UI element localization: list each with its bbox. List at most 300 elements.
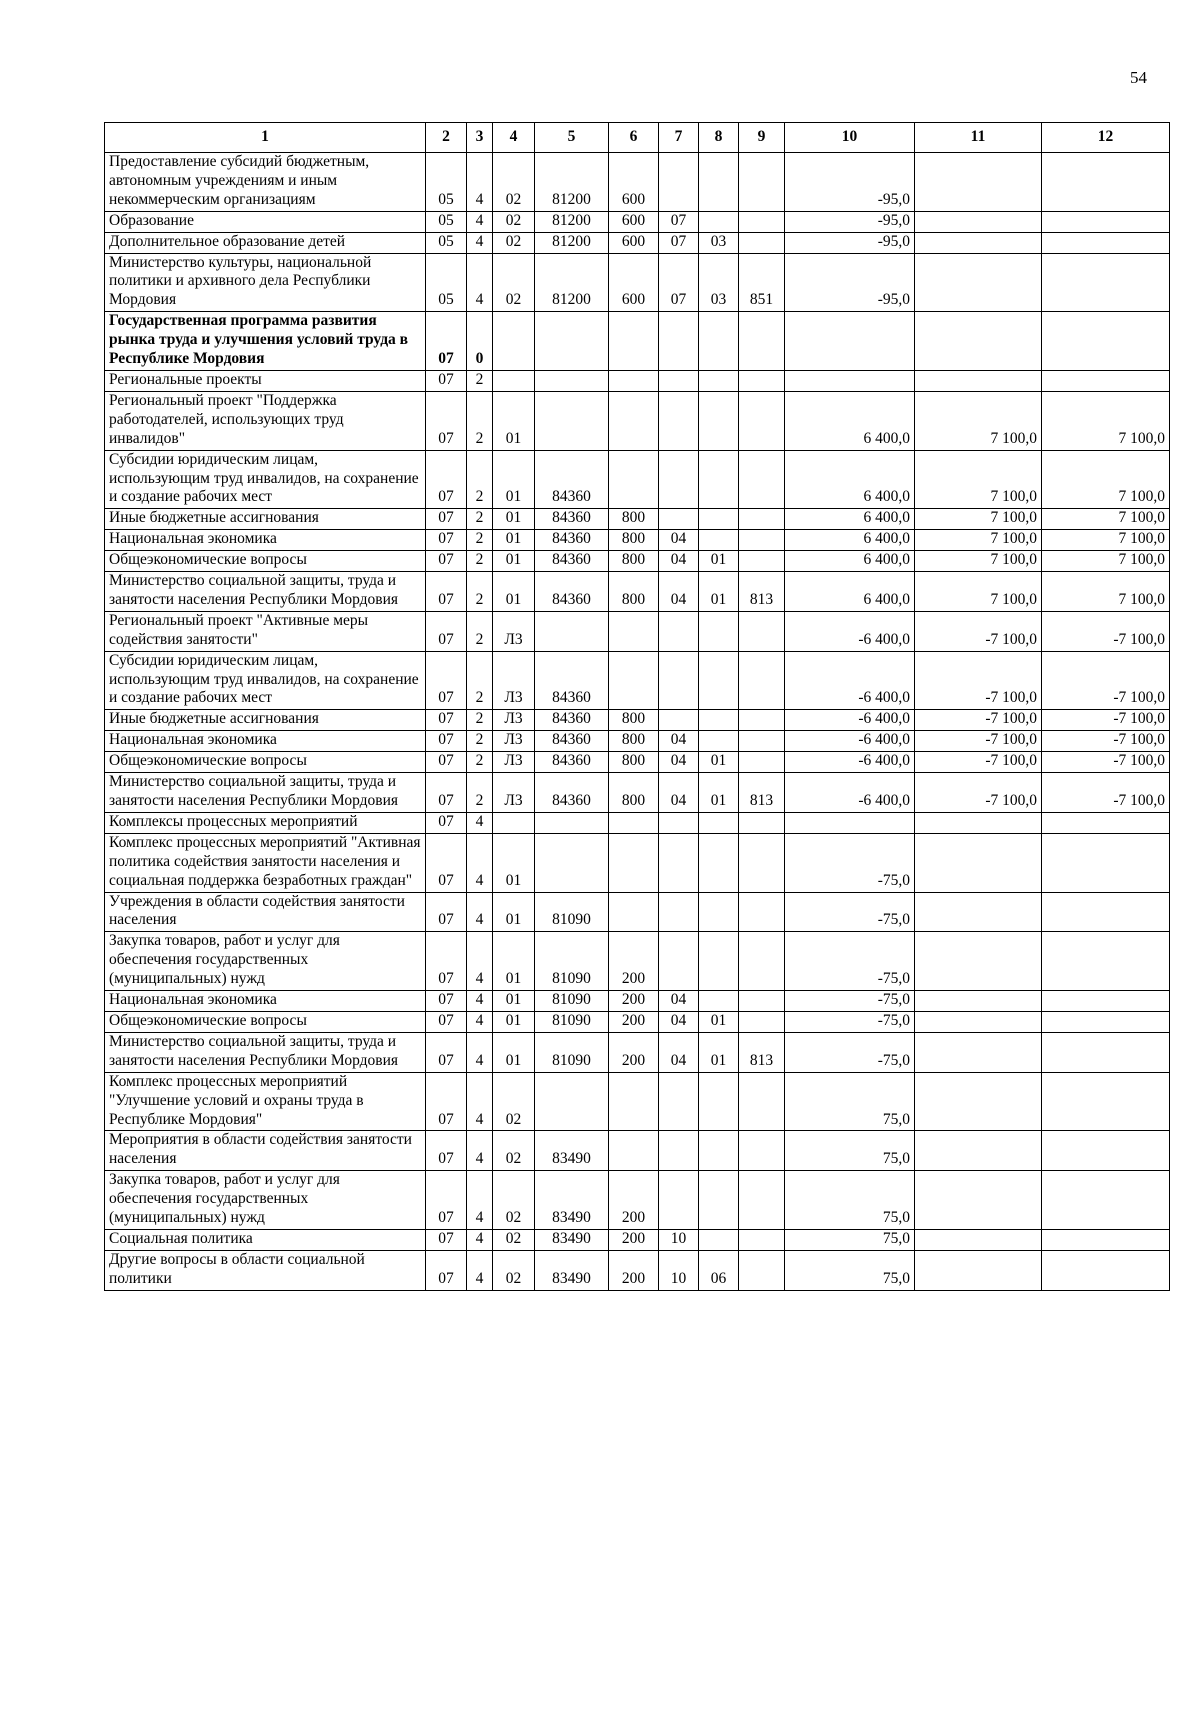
row-name: Региональный проект "Поддержка работодателей, использующих труд инвалидов" [105, 391, 426, 450]
amount-col-11 [915, 1250, 1042, 1290]
amount-col-10: -95,0 [785, 253, 915, 312]
expense-type-code: 800 [609, 509, 659, 530]
subsection-code: 4 [467, 1072, 493, 1131]
division-code [659, 611, 699, 651]
ministry-code: 813 [739, 773, 785, 813]
header-row [105, 123, 1170, 153]
direction-code [535, 370, 609, 391]
program-code: Л3 [493, 710, 535, 731]
section-code: 07 [426, 932, 467, 991]
subsection-code: 2 [467, 710, 493, 731]
amount-col-10: -95,0 [785, 153, 915, 212]
header-cell: 12 [1042, 123, 1170, 153]
subsection-code: 4 [467, 812, 493, 833]
subsection-code: 4 [467, 833, 493, 892]
header-cell: 7 [659, 123, 699, 153]
table-row [105, 1250, 1170, 1290]
section-code: 05 [426, 253, 467, 312]
division-code: 04 [659, 752, 699, 773]
expense-type-code: 200 [609, 991, 659, 1012]
program-code: Л3 [493, 752, 535, 773]
section-code: 07 [426, 509, 467, 530]
row-name: Региональный проект "Активные меры содействия занятости" [105, 611, 426, 651]
amount-col-12 [1042, 1032, 1170, 1072]
table-row [105, 572, 1170, 612]
ministry-code [739, 551, 785, 572]
section-code: 07 [426, 611, 467, 651]
amount-col-11 [915, 1171, 1042, 1230]
table-row [105, 892, 1170, 932]
program-code [493, 312, 535, 371]
program-code: 01 [493, 530, 535, 551]
division-code: 04 [659, 1032, 699, 1072]
section-code: 07 [426, 752, 467, 773]
amount-col-10: 75,0 [785, 1229, 915, 1250]
subsection-code: 4 [467, 1229, 493, 1250]
amount-col-10: 6 400,0 [785, 509, 915, 530]
table-row [105, 1171, 1170, 1230]
ministry-code [739, 211, 785, 232]
direction-code [535, 312, 609, 371]
program-code: Л3 [493, 651, 535, 710]
direction-code [535, 1072, 609, 1131]
direction-code: 84360 [535, 450, 609, 509]
expense-type-code: 800 [609, 530, 659, 551]
division-code [659, 812, 699, 833]
table-row [105, 1072, 1170, 1131]
amount-col-12: -7 100,0 [1042, 651, 1170, 710]
ministry-code [739, 509, 785, 530]
subdivision-code: 01 [699, 572, 739, 612]
table-body [105, 153, 1170, 1291]
subsection-code: 2 [467, 551, 493, 572]
subdivision-code: 01 [699, 551, 739, 572]
expense-type-code: 200 [609, 1011, 659, 1032]
division-code [659, 710, 699, 731]
subdivision-code [699, 509, 739, 530]
subdivision-code [699, 611, 739, 651]
expense-type-code: 800 [609, 551, 659, 572]
row-name: Министерство социальной защиты, труда и занятости населения Республики Мордовия [105, 1032, 426, 1072]
division-code: 04 [659, 773, 699, 813]
row-name: Субсидии юридическим лицам, использующим труд инвалидов, на сохранение и создание рабочих мест [105, 450, 426, 509]
amount-col-11 [915, 1131, 1042, 1171]
subdivision-code [699, 1131, 739, 1171]
amount-col-12 [1042, 1011, 1170, 1032]
subdivision-code [699, 530, 739, 551]
header-cell: 11 [915, 123, 1042, 153]
direction-code: 84360 [535, 752, 609, 773]
division-code [659, 1171, 699, 1230]
ministry-code [739, 651, 785, 710]
program-code: 02 [493, 1131, 535, 1171]
table-row [105, 312, 1170, 371]
subdivision-code [699, 1072, 739, 1131]
direction-code: 84360 [535, 773, 609, 813]
division-code: 10 [659, 1250, 699, 1290]
program-code: 01 [493, 450, 535, 509]
table-row [105, 991, 1170, 1012]
table-row [105, 710, 1170, 731]
section-code: 07 [426, 1011, 467, 1032]
program-code: Л3 [493, 731, 535, 752]
direction-code: 81200 [535, 211, 609, 232]
amount-col-10: 75,0 [785, 1131, 915, 1171]
expense-type-code [609, 812, 659, 833]
division-code [659, 892, 699, 932]
amount-col-10: -75,0 [785, 991, 915, 1012]
amount-col-11 [915, 370, 1042, 391]
row-name: Министерство культуры, национальной политики и архивного дела Республики Мордовия [105, 253, 426, 312]
subsection-code: 2 [467, 530, 493, 551]
division-code [659, 370, 699, 391]
expense-type-code: 800 [609, 773, 659, 813]
program-code: 01 [493, 991, 535, 1012]
ministry-code [739, 611, 785, 651]
section-code: 05 [426, 232, 467, 253]
section-code: 07 [426, 731, 467, 752]
ministry-code [739, 530, 785, 551]
table-row [105, 611, 1170, 651]
amount-col-12: -7 100,0 [1042, 752, 1170, 773]
amount-col-10: -75,0 [785, 892, 915, 932]
row-name: Комплекс процессных мероприятий "Активная политика содействия занятости населения и социальная поддержка безработных граждан" [105, 833, 426, 892]
ministry-code [739, 991, 785, 1012]
amount-col-11 [915, 211, 1042, 232]
subdivision-code [699, 812, 739, 833]
division-code: 04 [659, 991, 699, 1012]
table-row [105, 551, 1170, 572]
expense-type-code [609, 391, 659, 450]
amount-col-12: -7 100,0 [1042, 731, 1170, 752]
ministry-code [739, 833, 785, 892]
division-code [659, 312, 699, 371]
direction-code: 84360 [535, 710, 609, 731]
division-code: 04 [659, 572, 699, 612]
division-code: 04 [659, 1011, 699, 1032]
subsection-code: 2 [467, 731, 493, 752]
table-row [105, 450, 1170, 509]
expense-type-code: 600 [609, 232, 659, 253]
direction-code [535, 833, 609, 892]
row-name: Иные бюджетные ассигнования [105, 509, 426, 530]
subdivision-code [699, 932, 739, 991]
table-row [105, 932, 1170, 991]
subsection-code: 2 [467, 752, 493, 773]
section-code: 07 [426, 892, 467, 932]
program-code: 02 [493, 153, 535, 212]
expense-type-code: 200 [609, 1171, 659, 1230]
subdivision-code [699, 991, 739, 1012]
program-code: 02 [493, 1072, 535, 1131]
division-code [659, 509, 699, 530]
program-code: Л3 [493, 773, 535, 813]
row-name: Учреждения в области содействия занятости населения [105, 892, 426, 932]
subsection-code: 4 [467, 1250, 493, 1290]
division-code: 07 [659, 253, 699, 312]
section-code: 07 [426, 812, 467, 833]
amount-col-11: -7 100,0 [915, 611, 1042, 651]
amount-col-12 [1042, 1072, 1170, 1131]
amount-col-11 [915, 153, 1042, 212]
table-row [105, 1032, 1170, 1072]
ministry-code [739, 1171, 785, 1230]
amount-col-12 [1042, 991, 1170, 1012]
subsection-code: 4 [467, 232, 493, 253]
subdivision-code [699, 651, 739, 710]
subdivision-code [699, 211, 739, 232]
direction-code: 81090 [535, 932, 609, 991]
table-row [105, 530, 1170, 551]
ministry-code [739, 1131, 785, 1171]
program-code: 02 [493, 232, 535, 253]
section-code: 07 [426, 1229, 467, 1250]
program-code: 01 [493, 551, 535, 572]
expense-type-code [609, 312, 659, 371]
subsection-code: 2 [467, 572, 493, 612]
budget-table [104, 122, 1170, 1291]
subsection-code: 2 [467, 773, 493, 813]
section-code: 07 [426, 1032, 467, 1072]
program-code: 01 [493, 833, 535, 892]
program-code: 02 [493, 1250, 535, 1290]
program-code: 01 [493, 572, 535, 612]
section-code: 05 [426, 211, 467, 232]
expense-type-code: 200 [609, 1250, 659, 1290]
row-name: Министерство социальной защиты, труда и занятости населения Республики Мордовия [105, 572, 426, 612]
table-row [105, 391, 1170, 450]
table-row [105, 651, 1170, 710]
header-cell: 9 [739, 123, 785, 153]
header-cell: 10 [785, 123, 915, 153]
amount-col-11 [915, 991, 1042, 1012]
subdivision-code: 01 [699, 1032, 739, 1072]
subdivision-code [699, 1171, 739, 1230]
amount-col-11 [915, 812, 1042, 833]
section-code: 07 [426, 651, 467, 710]
subsection-code: 4 [467, 211, 493, 232]
amount-col-12: 7 100,0 [1042, 450, 1170, 509]
subsection-code: 4 [467, 1032, 493, 1072]
section-code: 05 [426, 153, 467, 212]
table-row [105, 1011, 1170, 1032]
ministry-code [739, 1229, 785, 1250]
program-code [493, 370, 535, 391]
program-code: 01 [493, 1011, 535, 1032]
subsection-code: 4 [467, 253, 493, 312]
expense-type-code [609, 1072, 659, 1131]
program-code: 01 [493, 932, 535, 991]
amount-col-10: -95,0 [785, 232, 915, 253]
direction-code: 84360 [535, 731, 609, 752]
amount-col-10: 6 400,0 [785, 450, 915, 509]
amount-col-11 [915, 1032, 1042, 1072]
subsection-code: 2 [467, 391, 493, 450]
amount-col-12: 7 100,0 [1042, 530, 1170, 551]
section-code: 07 [426, 773, 467, 813]
ministry-code [739, 932, 785, 991]
subsection-code: 4 [467, 1171, 493, 1230]
expense-type-code [609, 892, 659, 932]
subsection-code: 2 [467, 611, 493, 651]
amount-col-11 [915, 932, 1042, 991]
division-code [659, 391, 699, 450]
amount-col-12: -7 100,0 [1042, 773, 1170, 813]
amount-col-10: 6 400,0 [785, 572, 915, 612]
amount-col-11: -7 100,0 [915, 651, 1042, 710]
row-name: Закупка товаров, работ и услуг для обеспечения государственных (муниципальных) нужд [105, 932, 426, 991]
subdivision-code [699, 370, 739, 391]
expense-type-code: 200 [609, 1229, 659, 1250]
row-name: Комплекс процессных мероприятий "Улучшение условий и охраны труда в Республике Мордовия" [105, 1072, 426, 1131]
row-name: Социальная политика [105, 1229, 426, 1250]
amount-col-10 [785, 370, 915, 391]
row-name: Общеэкономические вопросы [105, 752, 426, 773]
amount-col-11: 7 100,0 [915, 509, 1042, 530]
subdivision-code: 01 [699, 752, 739, 773]
direction-code: 81200 [535, 253, 609, 312]
subdivision-code: 03 [699, 232, 739, 253]
amount-col-11: -7 100,0 [915, 710, 1042, 731]
amount-col-12: -7 100,0 [1042, 710, 1170, 731]
division-code [659, 1072, 699, 1131]
program-code: 01 [493, 1032, 535, 1072]
ministry-code [739, 232, 785, 253]
amount-col-10: -6 400,0 [785, 731, 915, 752]
program-code: 02 [493, 1229, 535, 1250]
amount-col-12 [1042, 1131, 1170, 1171]
amount-col-10: -6 400,0 [785, 651, 915, 710]
amount-col-12: -7 100,0 [1042, 611, 1170, 651]
section-code: 07 [426, 833, 467, 892]
amount-col-12 [1042, 932, 1170, 991]
page-number: 54 [1130, 68, 1147, 87]
ministry-code [739, 370, 785, 391]
subsection-code: 2 [467, 509, 493, 530]
section-code: 07 [426, 551, 467, 572]
section-code: 07 [426, 1250, 467, 1290]
ministry-code [739, 450, 785, 509]
table-row [105, 253, 1170, 312]
program-code: Л3 [493, 611, 535, 651]
subsection-code: 2 [467, 450, 493, 509]
header-cell: 2 [426, 123, 467, 153]
subdivision-code [699, 892, 739, 932]
amount-col-12 [1042, 153, 1170, 212]
amount-col-11: 7 100,0 [915, 530, 1042, 551]
header-cell: 5 [535, 123, 609, 153]
amount-col-10: -6 400,0 [785, 611, 915, 651]
direction-code: 81090 [535, 991, 609, 1012]
program-code: 01 [493, 391, 535, 450]
amount-col-11: -7 100,0 [915, 731, 1042, 752]
amount-col-10: 75,0 [785, 1250, 915, 1290]
row-name: Иные бюджетные ассигнования [105, 710, 426, 731]
subsection-code: 4 [467, 1131, 493, 1171]
amount-col-10: -6 400,0 [785, 710, 915, 731]
amount-col-10: 75,0 [785, 1072, 915, 1131]
amount-col-11 [915, 253, 1042, 312]
row-name: Дополнительное образование детей [105, 232, 426, 253]
program-code: 01 [493, 892, 535, 932]
ministry-code [739, 731, 785, 752]
section-code: 07 [426, 1131, 467, 1171]
expense-type-code: 200 [609, 1032, 659, 1072]
amount-col-12: 7 100,0 [1042, 551, 1170, 572]
expense-type-code [609, 651, 659, 710]
expense-type-code [609, 450, 659, 509]
program-code: 02 [493, 1171, 535, 1230]
section-code: 07 [426, 450, 467, 509]
amount-col-10: -75,0 [785, 1011, 915, 1032]
header-cell: 4 [493, 123, 535, 153]
ministry-code [739, 752, 785, 773]
division-code [659, 153, 699, 212]
ministry-code: 813 [739, 572, 785, 612]
division-code: 07 [659, 232, 699, 253]
row-name: Национальная экономика [105, 530, 426, 551]
subdivision-code [699, 1229, 739, 1250]
direction-code: 84360 [535, 572, 609, 612]
header-cell: 6 [609, 123, 659, 153]
division-code: 04 [659, 551, 699, 572]
subsection-code: 2 [467, 651, 493, 710]
direction-code [535, 391, 609, 450]
expense-type-code: 800 [609, 731, 659, 752]
division-code [659, 932, 699, 991]
row-name: Общеэкономические вопросы [105, 1011, 426, 1032]
table-row [105, 833, 1170, 892]
amount-col-12 [1042, 812, 1170, 833]
subsection-code: 4 [467, 1011, 493, 1032]
direction-code: 81200 [535, 232, 609, 253]
direction-code: 81090 [535, 1032, 609, 1072]
section-code: 07 [426, 1072, 467, 1131]
direction-code [535, 611, 609, 651]
ministry-code [739, 892, 785, 932]
section-code: 07 [426, 1171, 467, 1230]
subsection-code: 4 [467, 892, 493, 932]
section-code: 07 [426, 530, 467, 551]
amount-col-10: 6 400,0 [785, 551, 915, 572]
table-row [105, 1131, 1170, 1171]
direction-code: 83490 [535, 1131, 609, 1171]
expense-type-code: 800 [609, 710, 659, 731]
amount-col-10: 75,0 [785, 1171, 915, 1230]
subdivision-code [699, 312, 739, 371]
division-code [659, 1131, 699, 1171]
program-code: 02 [493, 211, 535, 232]
row-name: Национальная экономика [105, 731, 426, 752]
subsection-code: 2 [467, 370, 493, 391]
row-name: Образование [105, 211, 426, 232]
division-code [659, 450, 699, 509]
program-code [493, 812, 535, 833]
table-row [105, 773, 1170, 813]
subdivision-code: 03 [699, 253, 739, 312]
amount-col-11 [915, 833, 1042, 892]
ministry-code [739, 312, 785, 371]
subdivision-code [699, 153, 739, 212]
amount-col-12 [1042, 211, 1170, 232]
direction-code: 83490 [535, 1250, 609, 1290]
direction-code: 84360 [535, 509, 609, 530]
section-code: 07 [426, 370, 467, 391]
amount-col-11: 7 100,0 [915, 450, 1042, 509]
direction-code: 84360 [535, 551, 609, 572]
direction-code [535, 812, 609, 833]
row-name: Государственная программа развития рынка труда и улучшения условий труда в Республике Мордовия [105, 312, 426, 371]
